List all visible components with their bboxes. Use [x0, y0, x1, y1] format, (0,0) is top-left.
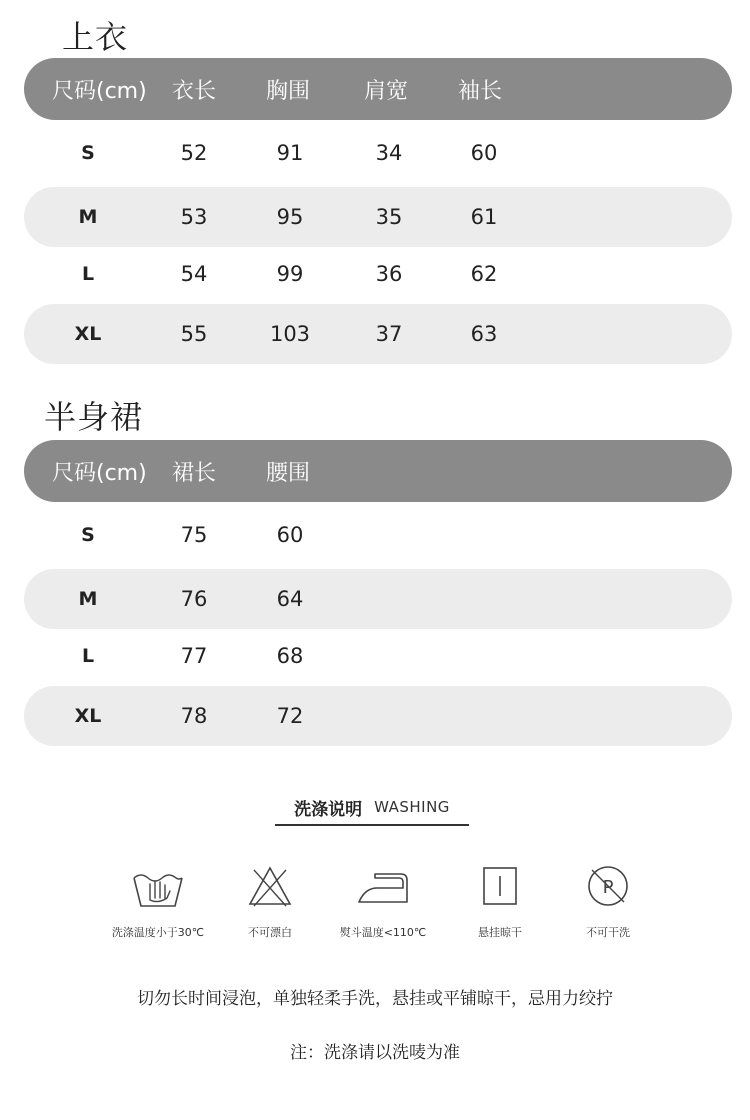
care-no-bleach [205, 858, 335, 940]
shoulder-value: 36 [375, 262, 403, 286]
header-size: 尺码(cm) [52, 78, 147, 104]
header-length: 衣长 [172, 78, 217, 104]
size-label: L [81, 263, 95, 285]
size-label: M [78, 588, 98, 610]
length-value: 54 [180, 262, 208, 286]
top-row-l [24, 244, 732, 304]
size-label: XL [74, 323, 102, 345]
header-waist: 腰围 [266, 460, 311, 486]
size-label: XL [74, 705, 102, 727]
skirt-row-xl [24, 686, 732, 746]
shoulder-value: 35 [375, 205, 403, 229]
top-section-title: 上衣 [62, 18, 129, 56]
waist-value: 72 [276, 704, 304, 728]
care-label: 不可干洗 [586, 926, 630, 939]
header-size: 尺码(cm) [52, 460, 147, 486]
top-row-m [24, 187, 732, 247]
no-bleach-icon [240, 858, 300, 914]
skirt-table-header [24, 440, 732, 502]
hand-wash-icon [128, 858, 188, 914]
waist-value: 68 [276, 644, 304, 668]
sleeve-value: 60 [470, 141, 498, 165]
no-dry-clean-icon [578, 858, 638, 914]
waist-value: 64 [276, 587, 304, 611]
top-row-xl [24, 304, 732, 364]
skirt-row-m [24, 569, 732, 629]
skirt-length-value: 76 [180, 587, 208, 611]
care-label: 不可漂白 [248, 926, 292, 939]
length-value: 52 [180, 141, 208, 165]
washing-footnote: 注：洗涤请以洗唛为准 [290, 1043, 460, 1063]
care-label: 悬挂晾干 [478, 926, 522, 939]
size-label: S [81, 524, 95, 546]
care-iron [318, 858, 448, 940]
top-row-s [24, 123, 732, 183]
header-shoulder: 肩宽 [364, 78, 409, 104]
washing-instruction: 切勿长时间浸泡，单独轻柔手洗，悬挂或平铺晾干，忌用力绞拧 [137, 989, 613, 1009]
skirt-section-title: 半身裙 [44, 398, 144, 436]
hang-dry-icon [470, 858, 530, 914]
washing-title-cn: 洗涤说明 [294, 799, 363, 820]
skirt-length-value: 77 [180, 644, 208, 668]
length-value: 53 [180, 205, 208, 229]
shoulder-value: 34 [375, 141, 403, 165]
shoulder-value: 37 [375, 322, 403, 346]
bust-value: 99 [276, 262, 304, 286]
length-value: 55 [180, 322, 208, 346]
skirt-row-s [24, 505, 732, 565]
size-label: M [78, 206, 98, 228]
bust-value: 91 [276, 141, 304, 165]
sleeve-value: 61 [470, 205, 498, 229]
skirt-length-value: 78 [180, 704, 208, 728]
svg-text:P: P [602, 877, 614, 898]
sleeve-value: 63 [470, 322, 498, 346]
size-label: L [81, 645, 95, 667]
header-skirt-length: 裙长 [172, 460, 217, 486]
care-no-dry-clean [543, 858, 673, 940]
care-hand-wash [93, 858, 223, 940]
washing-title-en: WASHING [374, 798, 450, 816]
iron-icon [353, 858, 413, 914]
bust-value: 103 [269, 322, 311, 346]
care-label: 洗涤温度小于30℃ [111, 926, 205, 939]
skirt-length-value: 75 [180, 523, 208, 547]
washing-title [275, 790, 469, 826]
skirt-row-l [24, 626, 732, 686]
sleeve-value: 62 [470, 262, 498, 286]
top-table-header [24, 58, 732, 120]
care-label: 熨斗温度<110℃ [339, 926, 427, 939]
size-label: S [81, 142, 95, 164]
waist-value: 60 [276, 523, 304, 547]
bust-value: 95 [276, 205, 304, 229]
header-bust: 胸围 [266, 78, 311, 104]
header-sleeve: 袖长 [458, 78, 503, 104]
